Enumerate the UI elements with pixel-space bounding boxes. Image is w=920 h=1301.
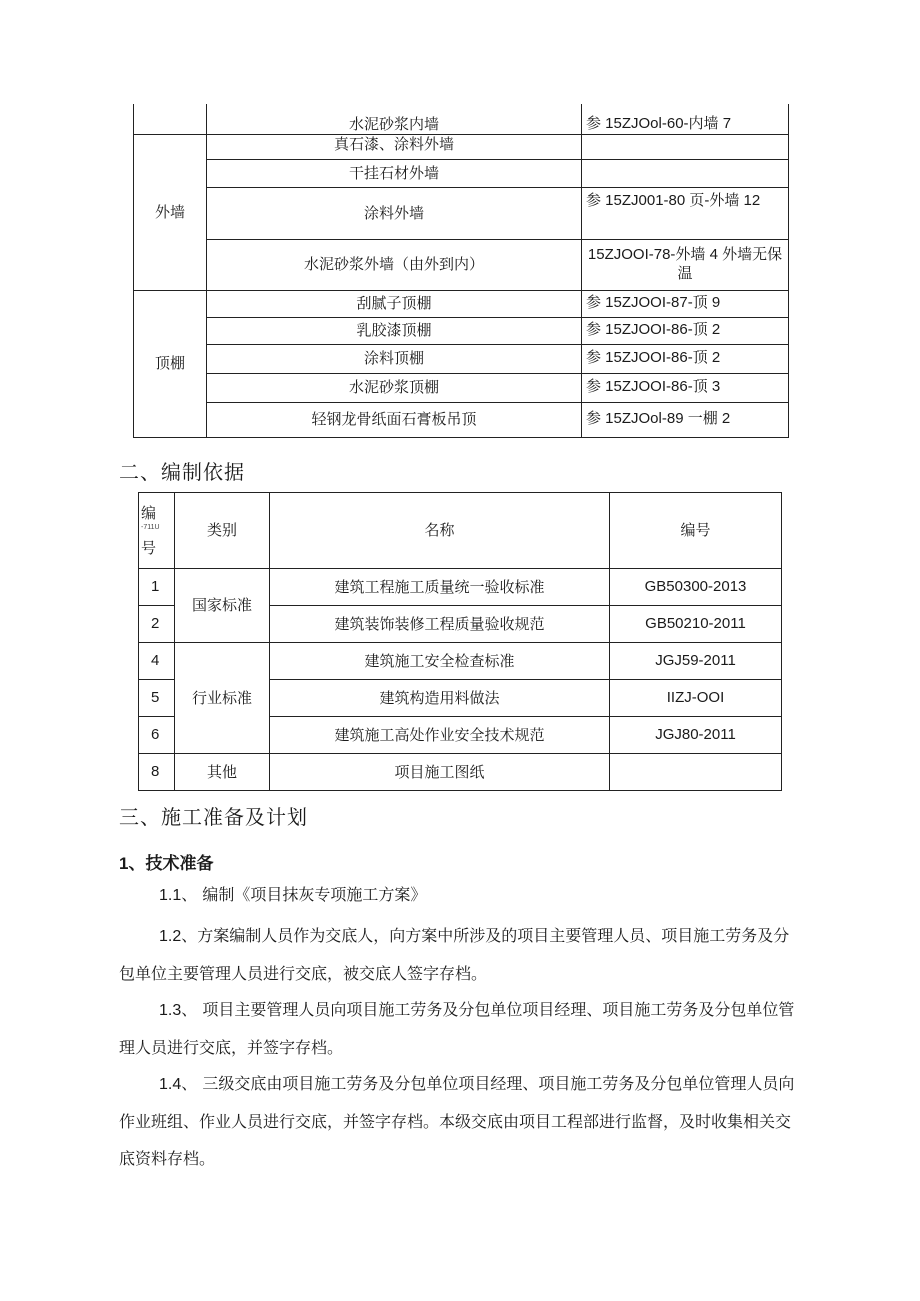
item-name: 干挂石材外墙 xyxy=(207,159,582,187)
paragraph-1-3 xyxy=(119,991,803,1066)
table-row xyxy=(134,239,789,290)
header-code: 编号 xyxy=(610,493,782,569)
standard-code: GB50300-2013 xyxy=(610,569,782,606)
paragraph-number: 1.4、 xyxy=(159,1076,198,1093)
paragraph-text: 编制《项目抹灰专项施工方案》 xyxy=(197,885,427,904)
finish-table xyxy=(133,104,789,438)
item-name: 乳胶漆顶棚 xyxy=(207,317,582,344)
table-row xyxy=(139,643,782,680)
row-number: 8 xyxy=(139,754,175,791)
paragraph-number: 1.1、 xyxy=(159,887,198,904)
category-cell: 行业标准 xyxy=(175,643,270,754)
table-header-row xyxy=(139,493,782,569)
reference-code: 参 15ZJOOI-86-顶 2 xyxy=(582,317,789,344)
table-row xyxy=(134,104,789,134)
table-row xyxy=(134,159,789,187)
subsection-heading-technical xyxy=(119,849,213,874)
paragraph-number: 1.3、 xyxy=(159,1002,198,1019)
category-cell xyxy=(134,104,207,134)
category-cell: 其他 xyxy=(175,754,270,791)
standard-name: 建筑施工安全检查标准 xyxy=(270,643,610,680)
category-cell: 顶棚 xyxy=(134,290,207,437)
reference-code: 参 15ZJOol-89 一棚 2 xyxy=(582,402,789,437)
standard-code xyxy=(610,754,782,791)
item-name: 水泥砂浆外墙（由外到内） xyxy=(207,239,582,290)
standard-code: JGJ59-2011 xyxy=(610,643,782,680)
item-name: 水泥砂浆顶棚 xyxy=(207,373,582,402)
table-row xyxy=(139,754,782,791)
paragraph-text: 三级交底由项目施工劳务及分包单位项目经理、项目施工劳务及分包单位管理人员向作业班组、作业人员进行交底，并签字存档。本级交底由项目工程部进行监督，及时收集相关交底资料存档。 xyxy=(119,1074,795,1168)
table-row xyxy=(139,569,782,606)
subsection-title: 、技术准备 xyxy=(128,854,214,874)
header-number xyxy=(139,493,175,569)
section-heading-preparation: 三、施工准备及计划 xyxy=(119,805,308,829)
standard-code: IIZJ-OOI xyxy=(610,680,782,717)
row-number: 6 xyxy=(139,717,175,754)
category-cell: 外墙 xyxy=(134,134,207,290)
item-name: 真石漆、涂料外墙 xyxy=(207,134,582,159)
category-cell: 国家标准 xyxy=(175,569,270,643)
item-name: 水泥砂浆内墙 xyxy=(207,104,582,134)
reference-code xyxy=(582,159,789,187)
reference-code: 参 15ZJOOI-86-顶 3 xyxy=(582,373,789,402)
basis-table xyxy=(138,492,782,791)
header-category: 类别 xyxy=(175,493,270,569)
table-row xyxy=(134,317,789,344)
paragraph-1-1 xyxy=(119,876,803,914)
standard-name: 建筑构造用料做法 xyxy=(270,680,610,717)
subsection-number: 1 xyxy=(119,854,129,873)
reference-code: 参 15ZJOOI-87-顶 9 xyxy=(582,290,789,317)
header-number-top: 编 xyxy=(141,503,157,522)
table-row xyxy=(134,402,789,437)
standard-name: 建筑装饰装修工程质量验收规范 xyxy=(270,606,610,643)
paragraph-1-2 xyxy=(119,917,803,992)
standard-name: 项目施工图纸 xyxy=(270,754,610,791)
section-heading-basis: 二、编制依据 xyxy=(119,460,245,484)
item-name: 刮腻子顶棚 xyxy=(207,290,582,317)
reference-code: 参 15ZJOOI-86-顶 2 xyxy=(582,344,789,373)
reference-code xyxy=(582,134,789,159)
row-number: 5 xyxy=(139,680,175,717)
standard-name: 建筑工程施工质量统一验收标准 xyxy=(270,569,610,606)
paragraph-text: 方案编制人员作为交底人，向方案中所涉及的项目主要管理人员、项目施工劳务及分包单位主要管理人员进行交底，被交底人签字存档。 xyxy=(119,926,790,983)
reference-code: 参 15ZJOol-60-内墙 7 xyxy=(582,104,789,134)
reference-code: 15ZJOOI-78-外墙 4 外墙无保温 xyxy=(582,239,789,290)
table-row xyxy=(134,134,789,159)
reference-code: 参 15ZJ001-80 页-外墙 12 xyxy=(582,187,789,239)
table-row xyxy=(134,290,789,317)
item-name: 轻钢龙骨纸面石膏板吊顶 xyxy=(207,402,582,437)
item-name: 涂料外墙 xyxy=(207,187,582,239)
paragraph-text: 项目主要管理人员向项目施工劳务及分包单位项目经理、项目施工劳务及分包单位管理人员进行交底，并签字存档。 xyxy=(119,1000,795,1057)
item-name: 涂料顶棚 xyxy=(207,344,582,373)
row-number: 2 xyxy=(139,606,175,643)
paragraph-number: 1.2、 xyxy=(159,928,198,945)
standard-code: JGJ80-2011 xyxy=(610,717,782,754)
row-number: 1 xyxy=(139,569,175,606)
row-number: 4 xyxy=(139,643,175,680)
table-row xyxy=(134,344,789,373)
standard-name: 建筑施工高处作业安全技术规范 xyxy=(270,717,610,754)
header-number-mid: -711U xyxy=(141,523,160,531)
paragraph-1-4 xyxy=(119,1065,803,1177)
table-row xyxy=(134,187,789,239)
header-name: 名称 xyxy=(270,493,610,569)
table-row xyxy=(134,373,789,402)
standard-code: GB50210-2011 xyxy=(610,606,782,643)
header-number-bottom: 号 xyxy=(141,538,157,557)
